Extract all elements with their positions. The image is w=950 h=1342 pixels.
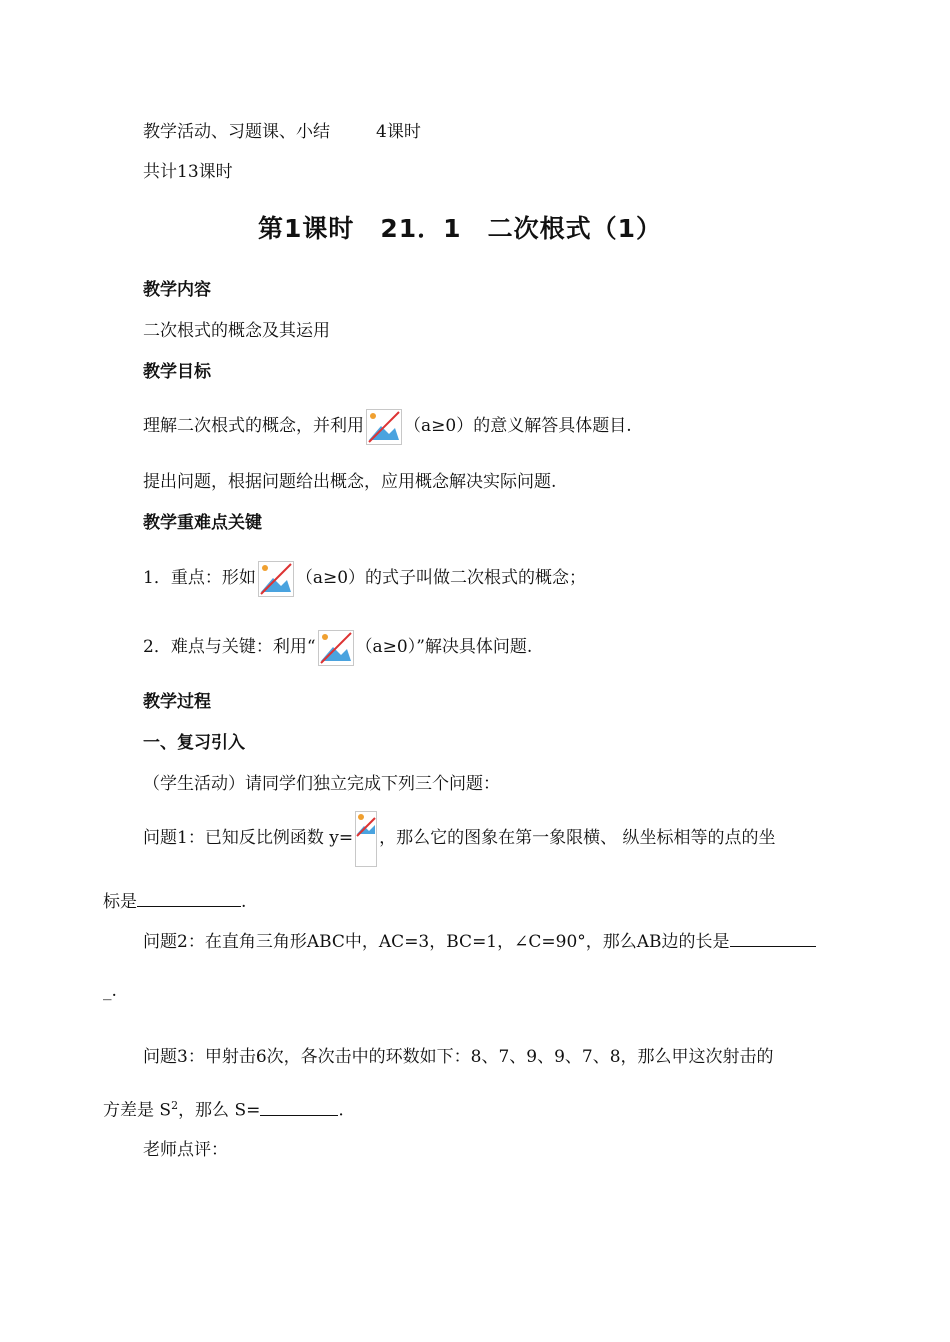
broken-image-icon	[355, 811, 377, 867]
teacher-comment: 老师点评：	[143, 1140, 228, 1160]
question-1-before: 问题1：已知反比例函数 y=	[143, 828, 354, 848]
keypoint-1	[143, 560, 586, 597]
keypoint-2-before: 2．难点与关键：利用“	[143, 637, 316, 657]
question-3-mid: ，那么 S=	[178, 1100, 261, 1121]
goal-1-before: 理解二次根式的概念，并利用	[143, 416, 364, 436]
question-2	[143, 930, 816, 953]
broken-image-icon	[366, 409, 402, 445]
answer-blank[interactable]	[137, 890, 241, 907]
question-1-cont	[103, 890, 246, 913]
keypoints-heading: 教学重难点关键	[143, 513, 262, 533]
question-2-text: 问题2：在直角三角形ABC中，AC=3，BC=1，∠C=90°，那么AB边的长是	[143, 932, 730, 952]
keypoint-2	[143, 629, 532, 666]
question-3-before: 方差是 S	[103, 1100, 172, 1121]
answer-blank[interactable]	[260, 1099, 338, 1116]
broken-image-icon	[318, 630, 354, 666]
schedule-line-2: 共计13课时	[143, 162, 233, 182]
goals-heading: 教学目标	[143, 362, 211, 382]
goal-1	[143, 408, 632, 445]
goal-2: 提出问题，根据问题给出概念，应用概念解决实际问题.	[143, 472, 557, 492]
question-3-line-1: 问题3：甲射击6次，各次击中的环数如下：8、7、9、9、7、8，那么甲这次射击的	[143, 1047, 774, 1067]
question-2-cont: _.	[103, 981, 117, 1001]
answer-blank[interactable]	[730, 930, 816, 947]
content-heading: 教学内容	[143, 280, 211, 300]
question-1-end: .	[241, 892, 247, 912]
goal-1-after: （a≥0）的意义解答具体题目.	[404, 416, 632, 436]
keypoint-1-before: 1．重点：形如	[143, 568, 256, 588]
question-1	[143, 810, 775, 867]
question-1-cont-text: 标是	[103, 892, 137, 912]
question-3-end: .	[338, 1100, 344, 1121]
keypoint-2-after: （a≥0）”解决具体问题.	[355, 637, 533, 657]
superscript: 2	[171, 1099, 179, 1112]
schedule-activity-text: 教学活动、习题课、小结	[143, 122, 330, 142]
broken-image-icon	[258, 561, 294, 597]
schedule-activity-hours: 4课时	[376, 122, 421, 142]
lesson-title: 第1课时 21．1 二次根式（1）	[258, 214, 662, 243]
content-text: 二次根式的概念及其运用	[143, 321, 330, 341]
keypoint-1-after: （a≥0）的式子叫做二次根式的概念；	[295, 568, 587, 588]
question-1-after: ，那么它的图象在第一象限横、 纵坐标相等的点的坐	[379, 828, 776, 848]
section-1-heading: 一、复习引入	[143, 733, 245, 753]
schedule-line-1	[143, 121, 421, 143]
process-heading: 教学过程	[143, 692, 211, 712]
question-3-line-2	[103, 1095, 344, 1122]
student-activity: （学生活动）请同学们独立完成下列三个问题：	[143, 774, 500, 794]
